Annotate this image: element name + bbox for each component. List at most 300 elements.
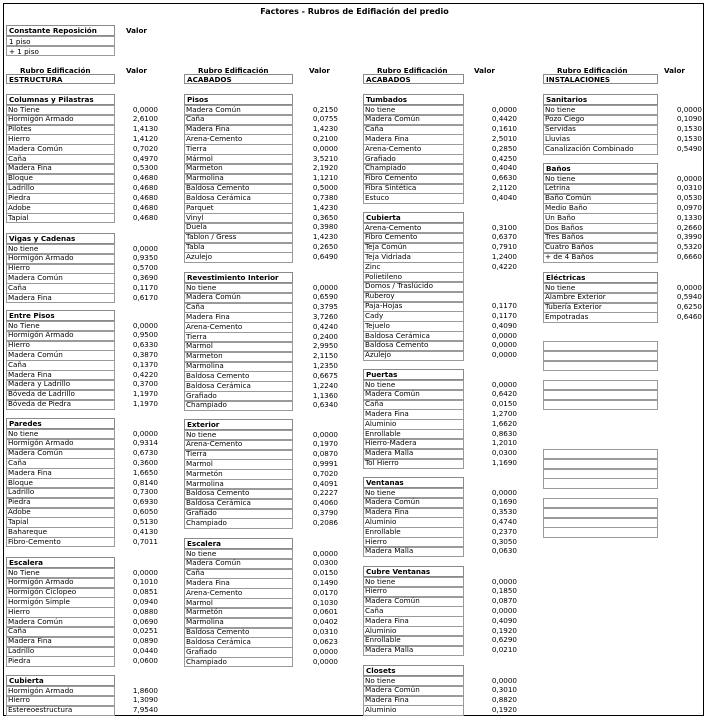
- row-value: 0,0440: [132, 646, 158, 656]
- row-label: Tol Hierro: [365, 458, 399, 468]
- row-value: 1,1690: [491, 458, 517, 468]
- row-label: No tiene: [545, 173, 576, 183]
- row-value: 3,5210: [312, 153, 338, 163]
- row-label: Madera y Ladrillo: [8, 379, 71, 389]
- row-value: 0,4220: [132, 369, 158, 379]
- section-title: Columnas y Pilastras: [6, 94, 115, 105]
- category-label: INSTALACIONES: [543, 74, 658, 84]
- row-value: 0,7380: [312, 192, 338, 202]
- row-label: Madera Malla: [365, 546, 414, 556]
- row-value: 0,7910: [491, 242, 517, 252]
- row-label: Fibro Cemento: [365, 173, 418, 183]
- row-label: Madera Común: [186, 292, 241, 302]
- row-label: Grafiado: [186, 508, 217, 518]
- row-label: Hormigón Armado: [8, 253, 74, 263]
- col-header-rubro: Rubro Edificación: [198, 66, 269, 75]
- row-label: Baldosa Cemento: [186, 488, 250, 498]
- row-value: 0,3010: [491, 685, 517, 695]
- row-value: 0,1030: [312, 597, 338, 607]
- row-label: Medio Baño: [545, 202, 588, 212]
- row-value: 0,0402: [312, 617, 338, 627]
- row-value: 0,5940: [676, 292, 702, 302]
- row-label: Arena-Cemento: [365, 143, 422, 153]
- row-label: Madera Fina: [365, 133, 409, 143]
- row-label: Baldosa Cerámica: [186, 380, 251, 390]
- row-value: 0,8820: [491, 695, 517, 705]
- empty-cell: [543, 400, 658, 410]
- row-value: 0,5000: [312, 183, 338, 193]
- section-title: Eléctricas: [543, 272, 658, 283]
- row-value: 0,6490: [312, 251, 338, 261]
- row-value: 0,0000: [491, 576, 517, 586]
- section-title: Revestimiento Interior: [184, 272, 293, 283]
- row-label: Fibro-Cemento: [8, 536, 61, 546]
- row-value: 2,9950: [312, 341, 338, 351]
- row-label: Baldosa Cemento: [186, 627, 250, 637]
- row-label: Arena-Cemento: [186, 321, 243, 331]
- row-value: 0,4060: [312, 498, 338, 508]
- category-label: ACABADOS: [363, 74, 464, 84]
- row-value: 0,5700: [132, 263, 158, 273]
- row-label: Grafiado: [186, 646, 217, 656]
- row-value: 0,6660: [676, 252, 702, 262]
- row-value: 0,0000: [676, 173, 702, 183]
- row-value: 1,2700: [491, 408, 517, 418]
- row-value: 0,4680: [132, 202, 158, 212]
- row-label: Lluvias: [545, 133, 570, 143]
- row-label: Madera Malla: [365, 448, 414, 458]
- col-header-valor: Valor: [474, 66, 495, 75]
- row-value: 0,0600: [132, 655, 158, 665]
- row-label: Adobe: [8, 202, 31, 212]
- row-value: 0,0000: [676, 282, 702, 292]
- section-title: Tumbados: [363, 94, 464, 105]
- row-value: 0,0000: [312, 646, 338, 656]
- constante-row: 1 piso: [6, 36, 115, 46]
- row-value: 0,3650: [312, 212, 338, 222]
- empty-cell: [543, 459, 658, 469]
- row-label: Champiado: [365, 163, 406, 173]
- row-label: Hormigón Ciclopeo: [8, 587, 77, 597]
- row-label: Madera Fina: [186, 577, 230, 587]
- row-label: Hierro: [365, 586, 387, 596]
- row-label: Aluminio: [365, 625, 397, 635]
- section-title: Pisos: [184, 94, 293, 105]
- row-label: Tapial: [8, 516, 29, 526]
- section-title: Exterior: [184, 419, 293, 430]
- empty-cell: [543, 449, 658, 459]
- row-value: 0,0000: [132, 428, 158, 438]
- row-label: Servidas: [545, 124, 576, 134]
- row-label: Caña: [365, 124, 384, 134]
- row-label: Baldosa Cemento: [186, 370, 250, 380]
- row-label: Bloque: [8, 477, 33, 487]
- row-label: Marmol: [186, 341, 213, 351]
- row-value: 0,1850: [491, 586, 517, 596]
- row-label: Fibra Sintética: [365, 183, 417, 193]
- row-label: Dos Baños: [545, 222, 583, 232]
- section-title: Sanitarios: [543, 94, 658, 105]
- row-label: Baldosa Cerámica: [186, 636, 251, 646]
- row-value: 0,1010: [132, 577, 158, 587]
- row-value: 0,4420: [491, 114, 517, 124]
- row-value: 0,3100: [491, 222, 517, 232]
- row-label: Caña: [186, 302, 205, 312]
- row-label: Arena-Cemento: [186, 587, 243, 597]
- row-label: Hierro: [8, 340, 30, 350]
- row-label: No tiene: [186, 548, 217, 558]
- row-value: 0,0851: [132, 587, 158, 597]
- row-value: 2,1920: [312, 163, 338, 173]
- row-label: Piedra: [8, 497, 31, 507]
- col-header-rubro: Rubro Edificación: [20, 66, 91, 75]
- row-value: 0,4680: [132, 212, 158, 222]
- row-label: Estuco: [365, 192, 390, 202]
- row-label: No tiene: [186, 429, 217, 439]
- row-value: 0,2850: [491, 143, 517, 153]
- col-header-valor: Valor: [309, 66, 330, 75]
- row-value: 0,2150: [312, 104, 338, 114]
- empty-cell: [543, 527, 658, 537]
- row-value: 0,0890: [132, 636, 158, 646]
- row-label: Aluminio: [365, 516, 397, 526]
- row-label: No tiene: [8, 243, 39, 253]
- col-header-rubro: Rubro Edificación: [557, 66, 628, 75]
- row-label: Baldosa Cemento: [186, 183, 250, 193]
- row-label: Piedra: [8, 655, 31, 665]
- row-value: 0,1090: [676, 114, 702, 124]
- row-value: 0,5320: [676, 242, 702, 252]
- row-value: 0,0000: [312, 656, 338, 666]
- col-header-valor: Valor: [664, 66, 685, 75]
- row-label: No Tiene: [8, 320, 40, 330]
- row-label: Marmolina: [186, 173, 224, 183]
- row-value: 3,7260: [312, 311, 338, 321]
- row-value: 0,9314: [132, 438, 158, 448]
- row-label: No tiene: [365, 379, 396, 389]
- row-value: 0,3530: [491, 507, 517, 517]
- row-label: Empotradas: [545, 311, 589, 321]
- category-label: ESTRUCTURA: [6, 74, 115, 84]
- row-value: 0,0601: [312, 607, 338, 617]
- category-label: ACABADOS: [184, 74, 293, 84]
- row-value: 0,3600: [132, 457, 158, 467]
- row-label: Hierro: [8, 263, 30, 273]
- row-value: 0,6420: [491, 389, 517, 399]
- row-value: 0,0300: [312, 558, 338, 568]
- row-value: 0,0000: [491, 605, 517, 615]
- row-value: 1,4230: [312, 124, 338, 134]
- constante-valor-header: Valor: [126, 26, 147, 35]
- row-value: 1,6650: [132, 467, 158, 477]
- row-value: 0,0970: [676, 202, 702, 212]
- row-value: 0,3990: [676, 232, 702, 242]
- row-value: 0,6370: [491, 232, 517, 242]
- row-label: Domos / Traslúcido: [365, 281, 433, 291]
- row-label: Caña: [186, 568, 205, 578]
- row-value: 0,0880: [132, 606, 158, 616]
- row-value: 0,6730: [132, 448, 158, 458]
- row-label: Cuatro Baños: [545, 242, 594, 252]
- empty-cell: [543, 508, 658, 518]
- row-value: 0,3870: [132, 349, 158, 359]
- row-value: 0,4130: [132, 526, 158, 536]
- row-value: 2,5010: [491, 133, 517, 143]
- row-label: Duela: [186, 222, 207, 232]
- row-label: Caña: [8, 626, 27, 636]
- empty-cell: [543, 469, 658, 479]
- row-value: 0,0000: [491, 104, 517, 114]
- row-label: Enrollable: [365, 526, 401, 536]
- row-label: Madera Fina: [186, 124, 230, 134]
- row-value: 0,7020: [132, 143, 158, 153]
- row-value: 0,6330: [132, 340, 158, 350]
- row-value: 0,9350: [132, 253, 158, 263]
- row-label: Paja-Hojas: [365, 301, 403, 311]
- row-label: Adobe: [8, 507, 31, 517]
- row-label: Madera Fina: [365, 615, 409, 625]
- row-label: Hierro: [365, 536, 387, 546]
- row-label: Tapial: [8, 212, 29, 222]
- row-label: Hormigón Armado: [8, 330, 74, 340]
- row-value: 0,0310: [676, 183, 702, 193]
- section-title: Escalera: [6, 557, 115, 568]
- row-label: Baldosa Cerámica: [186, 498, 251, 508]
- row-value: 0,4220: [491, 261, 517, 271]
- row-value: 0,0000: [491, 675, 517, 685]
- row-label: Caña: [186, 114, 205, 124]
- row-value: 0,4090: [491, 615, 517, 625]
- row-label: Aluminio: [365, 704, 397, 714]
- row-value: 1,8600: [132, 685, 158, 695]
- row-value: 0,0870: [312, 449, 338, 459]
- row-value: 0,2370: [491, 526, 517, 536]
- row-value: 0,6630: [491, 173, 517, 183]
- row-label: Marmolina: [186, 478, 224, 488]
- row-value: 1,4130: [132, 124, 158, 134]
- row-value: 0,0630: [491, 546, 517, 556]
- row-label: Ladrillo: [8, 183, 35, 193]
- section-title: Ventanas: [363, 477, 464, 488]
- empty-cell: [543, 341, 658, 351]
- row-value: 0,4250: [491, 153, 517, 163]
- row-label: Arena-Cemento: [365, 222, 422, 232]
- empty-cell: [543, 498, 658, 508]
- row-label: Hormigón Armado: [8, 438, 74, 448]
- row-value: 0,8140: [132, 477, 158, 487]
- row-label: Caña: [8, 457, 27, 467]
- empty-cell: [543, 361, 658, 371]
- row-value: 0,4740: [491, 516, 517, 526]
- row-label: Zinc: [365, 261, 381, 271]
- row-value: 0,9991: [312, 458, 338, 468]
- row-label: Marmolina: [186, 617, 224, 627]
- row-value: 0,0000: [132, 320, 158, 330]
- row-label: Marmeton: [186, 163, 223, 173]
- row-value: 0,7300: [132, 487, 158, 497]
- row-value: 0,1970: [312, 439, 338, 449]
- row-label: Marmolina: [186, 361, 224, 371]
- row-value: 0,5130: [132, 516, 158, 526]
- row-value: 0,4970: [132, 153, 158, 163]
- row-label: Madera Común: [186, 558, 241, 568]
- row-label: Caña: [8, 153, 27, 163]
- row-value: 0,0623: [312, 636, 338, 646]
- row-label: Bóveda de Ladrillo: [8, 389, 75, 399]
- section-title: Puertas: [363, 369, 464, 380]
- row-value: 0,0000: [491, 330, 517, 340]
- row-label: Caña: [365, 399, 384, 409]
- row-label: Cady: [365, 310, 384, 320]
- row-value: 0,3690: [132, 272, 158, 282]
- row-value: 7,9540: [132, 705, 158, 715]
- row-label: Mármol: [186, 153, 213, 163]
- row-value: 0,6340: [312, 400, 338, 410]
- row-label: Madera Fina: [8, 163, 52, 173]
- row-value: 0,1690: [491, 497, 517, 507]
- row-value: 0,5490: [676, 143, 702, 153]
- row-label: Teja Vidriada: [365, 251, 411, 261]
- row-value: 0,1490: [312, 577, 338, 587]
- row-label: Piedra: [8, 192, 31, 202]
- row-value: 0,0300: [491, 448, 517, 458]
- row-label: Madera Común: [186, 104, 241, 114]
- row-value: 0,1330: [676, 212, 702, 222]
- page-title: Factores - Rubros de Edifiación del predio: [260, 7, 449, 16]
- row-label: Caña: [8, 359, 27, 369]
- row-value: 1,2350: [312, 361, 338, 371]
- section-title: Escalera: [184, 538, 293, 549]
- row-value: 0,1920: [491, 625, 517, 635]
- row-value: 0,6590: [312, 292, 338, 302]
- row-value: 0,6930: [132, 497, 158, 507]
- row-label: Champiado: [186, 400, 227, 410]
- row-label: Baño Común: [545, 193, 592, 203]
- row-label: Ladrillo: [8, 646, 35, 656]
- row-label: Hierro: [8, 133, 30, 143]
- row-value: 0,4680: [132, 183, 158, 193]
- col-header-rubro: Rubro Edificación: [377, 66, 448, 75]
- row-value: 0,3050: [491, 536, 517, 546]
- row-label: Madera Fina: [8, 292, 52, 302]
- row-value: 0,0000: [491, 487, 517, 497]
- row-value: 0,1170: [491, 301, 517, 311]
- row-label: Grafiado: [365, 153, 396, 163]
- row-label: Enrollable: [365, 635, 401, 645]
- row-value: 1,1210: [312, 173, 338, 183]
- row-value: 0,0000: [312, 143, 338, 153]
- row-label: Madera Común: [365, 596, 420, 606]
- row-value: 0,3980: [312, 222, 338, 232]
- row-label: Arena-Cemento: [186, 439, 243, 449]
- row-label: Baldosa Cemento: [365, 340, 429, 350]
- row-label: Champiado: [186, 656, 227, 666]
- section-title: Vigas y Cadenas: [6, 233, 115, 244]
- row-label: Madera Común: [8, 349, 63, 359]
- row-label: Madera Común: [365, 389, 420, 399]
- row-label: Alambre Exterior: [545, 292, 606, 302]
- row-label: Canalización Combinado: [545, 143, 634, 153]
- row-label: No tiene: [8, 428, 39, 438]
- row-value: 0,0310: [312, 627, 338, 637]
- row-value: 0,0170: [312, 587, 338, 597]
- row-value: 0,4680: [132, 173, 158, 183]
- row-label: Madera Fina: [8, 467, 52, 477]
- row-value: 0,3795: [312, 302, 338, 312]
- row-value: 2,1150: [312, 351, 338, 361]
- row-value: 1,4120: [132, 133, 158, 143]
- row-value: 0,6170: [132, 292, 158, 302]
- row-label: Grafiado: [186, 390, 217, 400]
- row-label: Madera Común: [365, 497, 420, 507]
- empty-cell: [543, 478, 658, 488]
- empty-cell: [543, 518, 658, 528]
- section-title: Entre Pisos: [6, 310, 115, 321]
- row-value: 0,9500: [132, 330, 158, 340]
- row-label: Champiado: [186, 517, 227, 527]
- row-value: 0,5300: [132, 163, 158, 173]
- row-value: 0,4680: [132, 192, 158, 202]
- row-value: 0,6050: [132, 507, 158, 517]
- row-label: Madera Común: [8, 448, 63, 458]
- row-value: 0,7020: [312, 468, 338, 478]
- row-value: 0,6290: [491, 635, 517, 645]
- row-label: Madera Malla: [365, 645, 414, 655]
- row-label: Pozo Ciego: [545, 114, 585, 124]
- empty-cell: [543, 380, 658, 390]
- row-value: 0,3790: [312, 508, 338, 518]
- row-value: 1,4230: [312, 202, 338, 212]
- row-label: Caña: [365, 605, 384, 615]
- row-value: 0,6250: [676, 302, 702, 312]
- row-label: Estereoestructura: [8, 705, 73, 715]
- col-header-valor: Valor: [126, 66, 147, 75]
- row-value: 0,0000: [132, 243, 158, 253]
- row-label: Hormigón Armado: [8, 685, 74, 695]
- row-label: Hormigón Simple: [8, 596, 70, 606]
- section-title: Paredes: [6, 418, 115, 429]
- row-value: 0,1370: [132, 359, 158, 369]
- row-label: Teja Común: [365, 242, 407, 252]
- row-label: Tierra: [186, 331, 207, 341]
- row-value: 0,0530: [676, 193, 702, 203]
- row-label: Tierra: [186, 449, 207, 459]
- row-label: Parquet: [186, 202, 214, 212]
- row-value: 0,2400: [312, 331, 338, 341]
- row-label: Hierro: [8, 606, 30, 616]
- row-value: 0,1920: [491, 704, 517, 714]
- row-value: 1,1970: [132, 389, 158, 399]
- row-label: Madera Común: [365, 114, 420, 124]
- row-value: 0,4090: [491, 320, 517, 330]
- row-label: Madera Común: [8, 272, 63, 282]
- row-value: 0,0000: [491, 350, 517, 360]
- row-value: 0,0690: [132, 616, 158, 626]
- row-label: Marmol: [186, 458, 213, 468]
- row-label: Marmol: [186, 597, 213, 607]
- empty-cell: [543, 390, 658, 400]
- constante-header: Constante Reposición: [6, 25, 115, 36]
- row-label: Polietileno: [365, 271, 403, 281]
- row-label: Tubería Exterior: [545, 302, 602, 312]
- row-value: 1,3090: [132, 695, 158, 705]
- row-value: 1,2240: [312, 380, 338, 390]
- row-label: No tiene: [365, 104, 396, 114]
- row-label: Aluminio: [365, 418, 397, 428]
- row-value: 1,4230: [312, 232, 338, 242]
- row-label: No Tiene: [8, 104, 40, 114]
- row-value: 1,6620: [491, 418, 517, 428]
